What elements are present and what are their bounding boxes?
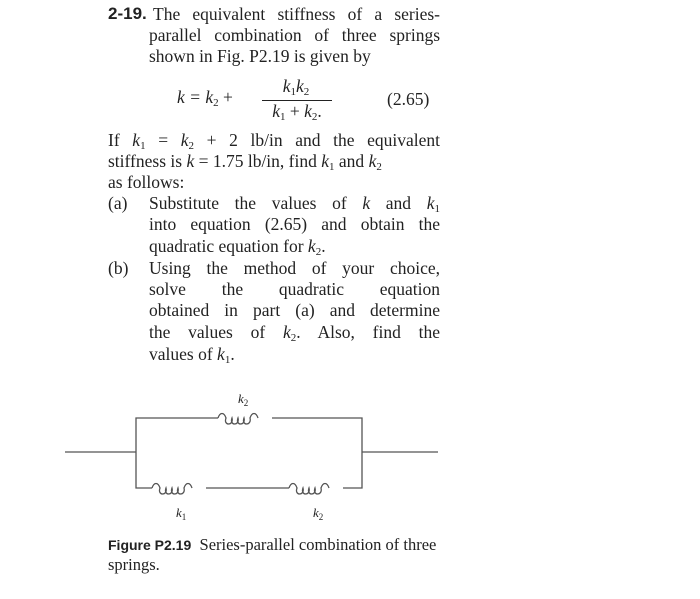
part-b-line-3: obtained in part (a) and determine xyxy=(149,300,440,320)
spring-bottom-k1 xyxy=(152,484,192,495)
part-b-line-1: Using the method of your choice, xyxy=(149,258,440,278)
given-line-2: stiffness is k = 1.75 lb/in, find $k_1$ and $k_2$ xyxy=(108,151,382,173)
intro-line-1: The equivalent stiffness of a series- xyxy=(153,4,440,24)
figure-caption: Figure P2.19 Series-parallel combination of three xyxy=(108,535,437,554)
label-bottom-k1: $k_1$ xyxy=(176,505,187,522)
part-b-line-5: values of $k_1$. xyxy=(149,344,235,366)
equation-number: (2.65) xyxy=(387,89,430,109)
given-line-1: If $k_1 = k_2 + 2$ lb/in and the equivalent xyxy=(108,130,441,152)
part-b-label: (b) xyxy=(108,258,129,278)
part-a-line-1: Substitute the values of k and $k_1$ xyxy=(149,193,440,215)
part-a-label: (a) xyxy=(108,193,128,213)
label-top-k2: $k_2$ xyxy=(238,391,249,408)
part-b-line-4: the values of $k_2$. Also, find the xyxy=(149,322,440,344)
intro-line-2: parallel combination of three springs xyxy=(149,25,440,45)
part-a-line-3: quadratic equation for $k_2$. xyxy=(149,236,326,258)
given-line-3: as follows: xyxy=(108,172,185,192)
figure-caption-line-2: springs. xyxy=(108,555,160,574)
bottom-branch-wire xyxy=(136,452,362,488)
spring-bottom-k2 xyxy=(289,484,329,495)
part-b-line-2: solve the quadratic equation xyxy=(149,279,440,299)
part-a-line-2: into equation (2.65) and obtain the xyxy=(149,214,440,234)
intro-line-3: shown in Fig. P2.19 is given by xyxy=(149,46,371,66)
spring-top-k2 xyxy=(218,414,258,425)
textbook-page: 2-19. The equivalent stiffness of a series- parallel combination of three springs shown in Fig. P2.19 is given by $k = k_2$ + $k_1k_2$ $k_1 + k_2$. (2.65) If $k_1 = k_2 + 2$ lb/in and the equivalent stiffness is k = 1.75 lb/in, find $k_1$ and $k_2$ as follows: (a) Substitute the values of k and $k_1$ into equation (2.65) and obtain the quadratic equation for $k_2$. (b) Using the method of your choice, solve the quadratic equation obtained in part (a) and determine the values of $k_2$. Also, find the values of $k_1$. $k_2$ $k_1$ $k_2$ Figure P2.19 Series-parallel combination of three springs. xyxy=(0,0,700,599)
label-bottom-k2: $k_2$ xyxy=(313,505,324,522)
problem-number: 2-19. xyxy=(108,4,147,23)
